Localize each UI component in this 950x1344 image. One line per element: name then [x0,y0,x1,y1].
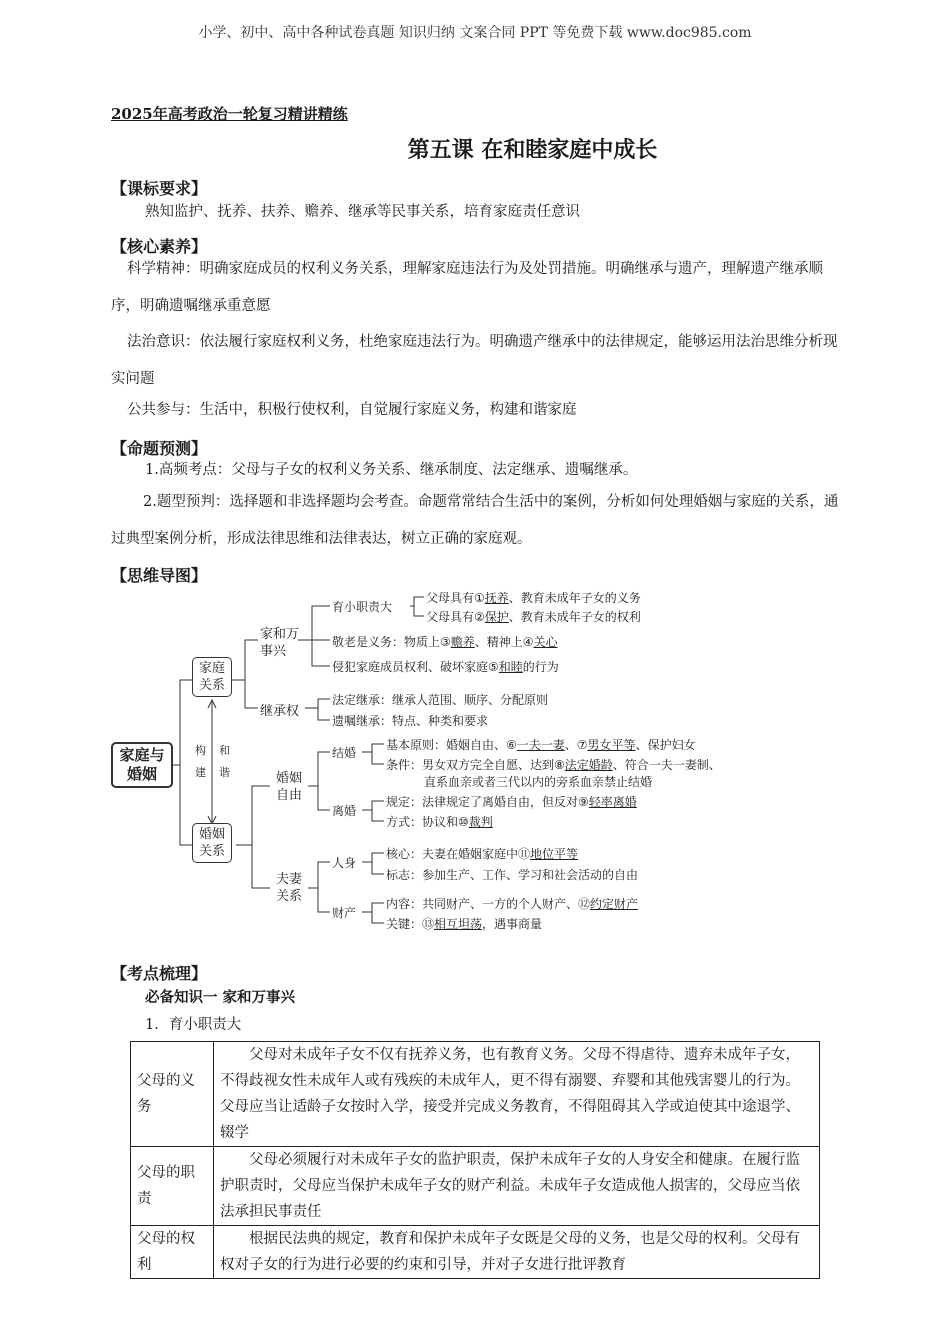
lesson-title: 第五课 在和睦家庭中成长 [407,137,658,163]
fangshi-key: 裁判 [468,815,493,829]
mindmap-biaozhi: 标志：参加生产、工作、学习和社会活动的自由 [386,868,639,882]
table-label: 父母的义务 [131,1042,214,1147]
mindmap-jiben [386,736,696,753]
guanjian-rest: ，遇事商量 [482,917,543,931]
parent-duty-table [130,1041,820,1279]
yuxiao-1-rest: 、教育未成年子女的义务 [508,591,641,605]
jinglao-text: 敬老是义务：物质上③ [332,635,451,649]
mindmap-jicheng: 继承权 [260,704,300,719]
neirong-key: 约定财产 [590,897,639,911]
yuxiao-2-rest: 、教育未成年子女的权利 [508,610,641,624]
yuxiao-2-key: 保护 [484,610,509,624]
jiben-text: 基本原则：婚姻自由、⑥ [386,738,517,752]
qinfan-key: 和睦 [498,660,523,674]
heading-hexin: 【核心素养】 [111,237,208,256]
hexin-p1-text: 科学精神：明确家庭成员的权利义务关系，理解家庭违法行为及处罚措施。明确继承与遗产，理解遗产继承顺序，明确遗嘱继承重意愿 [111,261,823,314]
hexin-key: 地位平等 [530,847,579,861]
heading-kaodian: 【考点梳理】 [111,964,208,983]
hexin-text: 核心：夫妻在婚姻家庭中⑪ [386,847,531,861]
mingti-p1: 1.高频考点：父母与子女的权利义务关系、继承制度、法定继承、遗嘱继承。 [145,462,638,478]
guanjian-text: 关键：⑬ [386,917,435,931]
mindmap-hunyin-ziyou: 婚姻自由 [276,771,303,803]
page-header: 小学、初中、高中各种试卷真题 知识归纳 文案合同 PPT 等免费下载 www.doc985.com [198,25,752,41]
yuxiao-1-key: 抚养 [484,591,509,605]
mindmap-fading: 法定继承：继承人范围、顺序、分配原则 [332,693,549,707]
mindmap-link-harmony: 和谐 [219,744,230,779]
mindmap-tiaojian-2: 直系血亲或者三代以内的旁系血亲禁止结婚 [424,775,653,789]
qinfan-text: 侵犯家庭成员权利、破坏家庭⑤ [332,660,499,674]
heading-mingti: 【命题预测】 [111,439,208,458]
mindmap-hexin [386,845,578,862]
mindmap-qinfan [332,658,559,675]
mindmap-neirong [386,895,638,912]
knowledge-title: 必备知识一 家和万事兴 [145,989,296,1006]
mindmap-fuqi: 夫妻关系 [276,872,303,904]
mindmap-marriage-relation: 婚姻关系 [192,823,232,863]
table-label: 父母的职责 [131,1147,214,1226]
qinfan-rest: 的行为 [522,660,559,674]
mingti-p2-text: 2.题型预判：选择题和非选择题均会考查。命题常常结合生活中的案例，分析如何处理婚姻与家庭的关系，通过典型案例分析，形成法律思维和法律表达，树立正确的家庭观。 [111,494,839,547]
yuxiao-2-text: 父母具有② [426,610,485,624]
table-row [131,1226,820,1279]
mindmap-tiaojian [386,756,721,773]
table-row [131,1147,820,1226]
yuxiao-1-text: 父母具有① [426,591,485,605]
mindmap-jinglao [332,633,558,650]
mindmap-yuxiao: 育小职责大 [332,600,393,614]
table-cell: 父母对未成年子女不仅有抚养义务，也有教育义务。父母不得虐待、遗弃未成年子女，不得歧视女性未成年人或有残疾的未成年人，更不得有溺婴、弃婴和其他残害婴儿的行为。父母应当让适龄子女按时入学，接受并完成义务教育，不得阻碍其入学或迫使其中途退学、辍学 [214,1042,820,1147]
kebiao-text: 熟知监护、抚养、扶养、赡养、继承等民事关系，培育家庭责任意识 [145,204,580,220]
item-title: 1．育小职责大 [145,1017,242,1033]
jiben-key-1: 一夫一妻 [516,738,565,752]
jinglao-mid: 、精神上④ [474,635,534,649]
mindmap-yuxiao-1 [426,589,641,606]
mindmap-root: 家庭与婚姻 [111,742,173,788]
guiding-key: 轻率离婚 [588,795,637,809]
tiaojian-rest: 、符合一夫一妻制、 [612,758,721,772]
table-cell: 根据民法典的规定，教育和保护未成年子女既是父母的义务，也是父母的权利。父母有权对子女的行为进行必要的约束和引导，并对子女进行批评教育 [214,1226,820,1279]
table-label: 父母的权利 [131,1226,214,1279]
jiben-rest: 、保护妇女 [635,738,696,752]
guiding-text: 规定：法律规定了离婚自由，但反对⑨ [386,795,589,809]
heading-kebiao: 【课标要求】 [111,179,208,198]
mindmap-jiehun: 结婚 [332,746,357,760]
hexin-p2-text: 法治意识：依法履行家庭权利义务，杜绝家庭违法行为。明确遗产继承中的法律规定，能够运用法治思维分析现实问题 [111,334,838,387]
mindmap-yizhu: 遗嘱继承：特点、种类和要求 [332,714,489,728]
jiben-mid: 、⑦ [564,738,588,752]
mindmap-fangshi [386,813,493,830]
mindmap-renshen: 人身 [332,856,357,870]
tiaojian-text: 条件：男女双方完全自愿、达到⑧ [386,758,565,772]
mindmap-guanjian [386,915,542,932]
jinglao-key-1: 赡养 [450,635,475,649]
mindmap-lihun: 离婚 [332,804,357,818]
jiben-key-2: 男女平等 [587,738,636,752]
mindmap-link-build: 构建 [195,744,206,779]
subtitle: 2025年高考政治一轮复习精讲精练 [111,105,348,123]
mindmap-caichan: 财产 [332,906,357,920]
heading-siwei: 【思维导图】 [111,566,208,585]
mindmap-family-relation: 家庭关系 [192,657,232,697]
mindmap-yuxiao-2 [426,608,641,625]
tiaojian-key: 法定婚龄 [564,758,613,772]
table-row [131,1042,820,1147]
neirong-text: 内容：共同财产、一方的个人财产、⑫ [386,897,591,911]
fangshi-text: 方式：协议和⑩ [386,815,469,829]
mindmap-guiding [386,793,637,810]
hexin-p3-text: 公共参与：生活中，积极行使权利，自觉履行家庭义务，构建和谐家庭 [127,402,577,418]
jinglao-key-2: 关心 [533,635,558,649]
mindmap-jiahe: 家和万事兴 [260,627,300,659]
guanjian-key: 相互坦荡 [434,917,483,931]
table-cell: 父母必须履行对未成年子女的监护职责，保护未成年子女的人身安全和健康。在履行监护职责时，父母应当保护未成年子女的财产利益。未成年子女造成他人损害的，父母应当依法承担民事责任 [214,1147,820,1226]
